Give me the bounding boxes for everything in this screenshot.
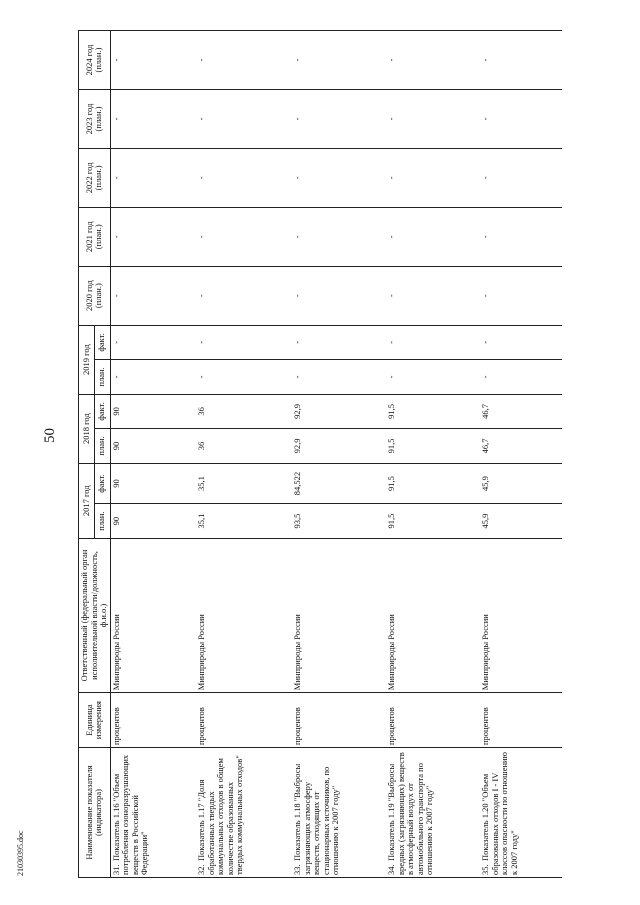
value-2020: - — [196, 266, 292, 325]
header-name: Наименование показателя (индикатора) — [79, 748, 111, 878]
unit-cell: процентов — [292, 693, 386, 748]
fact-2018: 36 — [196, 394, 292, 429]
indicators-table — [78, 30, 562, 878]
indicator-name: 32.Показатель 1.17 "Доля обработанных твердых коммунальных отходов в общем количестве образованных твердых коммунальных отходов" — [196, 748, 292, 878]
header-2019: 2019 год — [79, 325, 95, 394]
fact-2019: - — [196, 325, 292, 360]
fact-2019: - — [110, 325, 196, 360]
responsible-cell: Минприроды России — [110, 538, 196, 692]
footer-filename: 21030395.doc — [16, 830, 25, 876]
responsible-cell: Минприроды России — [196, 538, 292, 692]
plan-2018: 91,5 — [386, 429, 480, 464]
fact-2018: 91,5 — [386, 394, 480, 429]
fact-2019: - — [292, 325, 386, 360]
plan-2019: - — [386, 360, 480, 395]
plan-2019: - — [292, 360, 386, 395]
value-2024: - — [292, 31, 386, 90]
plan-2017: 35,1 — [196, 504, 292, 539]
header-2024: 2024 год (план.) — [79, 31, 111, 90]
plan-2018: 90 — [110, 429, 196, 464]
value-2021: - — [196, 207, 292, 266]
value-2023: - — [196, 90, 292, 149]
header-2018-fact: факт. — [94, 394, 110, 429]
fact-2018: 90 — [110, 394, 196, 429]
fact-2017: 45,9 — [480, 463, 562, 504]
fact-2017: 91,5 — [386, 463, 480, 504]
value-2024: - — [110, 31, 196, 90]
value-2022: - — [386, 148, 480, 207]
header-2019-plan: план. — [94, 360, 110, 395]
value-2024: - — [386, 31, 480, 90]
header-2021: 2021 год (план.) — [79, 207, 111, 266]
header-2022: 2022 год (план.) — [79, 148, 111, 207]
indicator-name: 34.Показатель 1.19 "Выбросы вредных (загрязняющих) веществ в атмосферный воздух от автомобильного транспорта по отношению к 2007 году" — [386, 748, 480, 878]
fact-2019: - — [480, 325, 562, 360]
header-2017: 2017 год — [79, 463, 95, 538]
header-2018: 2018 год — [79, 394, 95, 463]
plan-2019: - — [480, 360, 562, 395]
fact-2018: 46,7 — [480, 394, 562, 429]
rotated-table-container — [78, 30, 562, 878]
value-2023: - — [292, 90, 386, 149]
table-row — [480, 31, 562, 878]
table-row — [292, 31, 386, 878]
plan-2018: 46,7 — [480, 429, 562, 464]
value-2023: - — [480, 90, 562, 149]
plan-2017: 93,5 — [292, 504, 386, 539]
header-unit: Единица измерения — [79, 693, 111, 748]
plan-2019: - — [110, 360, 196, 395]
fact-2017: 90 — [110, 463, 196, 504]
unit-cell: процентов — [196, 693, 292, 748]
header-2019-fact: факт. — [94, 325, 110, 360]
value-2022: - — [110, 148, 196, 207]
value-2020: - — [110, 266, 196, 325]
table-row — [196, 31, 292, 878]
header-responsible: Ответственный (федеральный орган исполнительной власти/должность, ф.и.о.) — [79, 538, 111, 692]
fact-2019: - — [386, 325, 480, 360]
value-2022: - — [292, 148, 386, 207]
unit-cell: процентов — [386, 693, 480, 748]
header-2017-plan: план. — [94, 504, 110, 539]
value-2021: - — [386, 207, 480, 266]
page-number: 50 — [42, 428, 58, 443]
indicator-name: 31.Показатель 1.16 "Объем потребления озоноразрушающих веществ в Российской Федерации" — [110, 748, 196, 878]
value-2021: - — [480, 207, 562, 266]
value-2023: - — [110, 90, 196, 149]
value-2024: - — [480, 31, 562, 90]
plan-2018: 36 — [196, 429, 292, 464]
plan-2017: 45,9 — [480, 504, 562, 539]
value-2023: - — [386, 90, 480, 149]
header-2018-plan: план. — [94, 429, 110, 464]
value-2022: - — [480, 148, 562, 207]
plan-2018: 92,9 — [292, 429, 386, 464]
responsible-cell: Минприроды России — [480, 538, 562, 692]
fact-2018: 92,9 — [292, 394, 386, 429]
indicator-name: 35.Показатель 1.20 "Объем образованных отходов I - IV классов опасности по отношению к 2007 году" — [480, 748, 562, 878]
value-2021: - — [292, 207, 386, 266]
unit-cell: процентов — [110, 693, 196, 748]
value-2024: - — [196, 31, 292, 90]
header-2023: 2023 год (план.) — [79, 90, 111, 149]
responsible-cell: Минприроды России — [386, 538, 480, 692]
header-row-1 — [79, 31, 95, 878]
header-2017-fact: факт. — [94, 463, 110, 504]
unit-cell: процентов — [480, 693, 562, 748]
table-row — [386, 31, 480, 878]
value-2020: - — [386, 266, 480, 325]
value-2020: - — [292, 266, 386, 325]
responsible-cell: Минприроды России — [292, 538, 386, 692]
fact-2017: 84,522 — [292, 463, 386, 504]
plan-2019: - — [196, 360, 292, 395]
value-2020: - — [480, 266, 562, 325]
header-2020: 2020 год (план.) — [79, 266, 111, 325]
plan-2017: 90 — [110, 504, 196, 539]
value-2021: - — [110, 207, 196, 266]
plan-2017: 91,5 — [386, 504, 480, 539]
fact-2017: 35,1 — [196, 463, 292, 504]
indicator-name: 33.Показатель 1.18 "Выбросы загрязняющих атмосферу веществ, отходящих от стационарных источников, по отношению к 2007 году" — [292, 748, 386, 878]
value-2022: - — [196, 148, 292, 207]
table-row — [110, 31, 196, 878]
